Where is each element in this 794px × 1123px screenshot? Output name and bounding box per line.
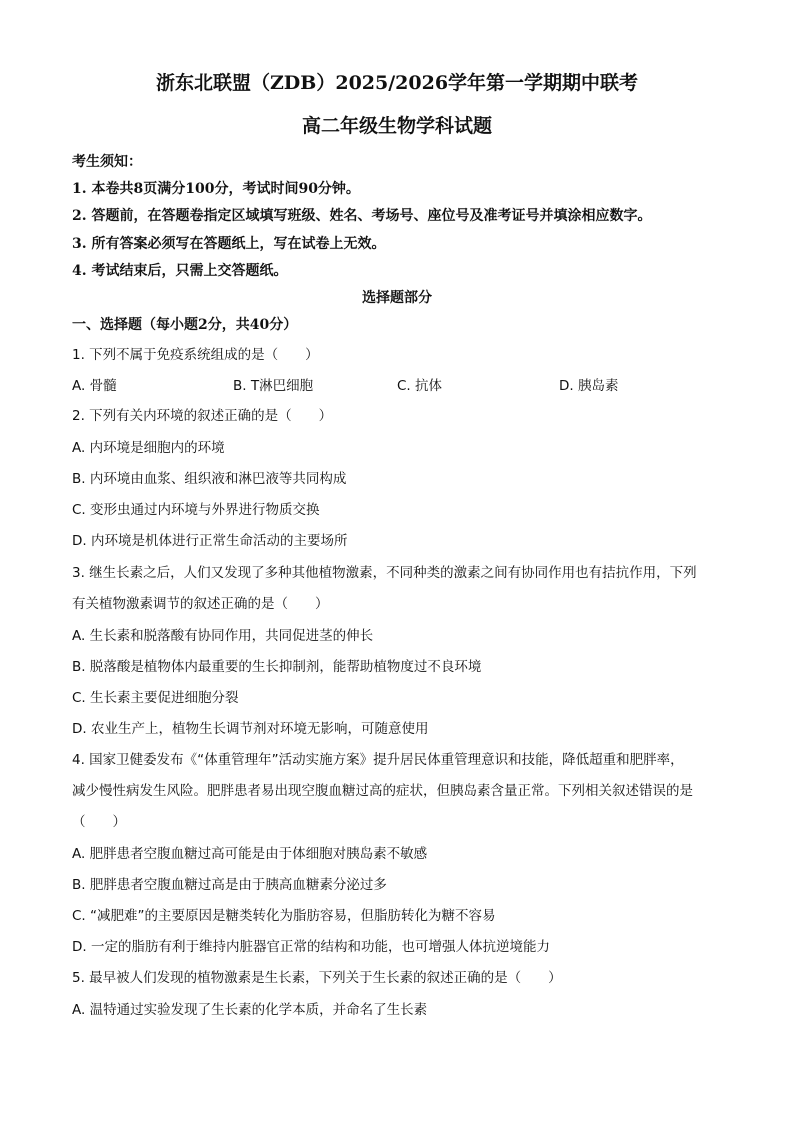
question-4-stem-line-2: 减少慢性病发生风险。肥胖患者易出现空腹血糖过高的症状，但胰岛素含量正常。下列相关叙述错误的是 xyxy=(72,783,693,799)
question-3-option-d: D. 农业生产上，植物生长调节剂对环境无影响，可随意使用 xyxy=(72,721,429,737)
exam-title: 浙东北联盟（ZDB）2025/2026学年第一学期期中联考 xyxy=(155,72,639,94)
question-5-stem: 5. 最早被人们发现的植物激素是生长素，下列关于生长素的叙述正确的是（ ） xyxy=(72,970,562,986)
question-4-stem-line-3: （ ） xyxy=(72,814,126,830)
question-4-stem-line-1: 4. 国家卫健委发布《“体重管理年”活动实施方案》提升居民体重管理意识和技能，降低超重和肥胖率， xyxy=(72,752,684,768)
notice-item-1: 1. 本卷共8页满分100分，考试时间90分钟。 xyxy=(72,181,360,197)
question-2-stem: 2. 下列有关内环境的叙述正确的是（ ） xyxy=(72,408,333,424)
notice-item-3: 3. 所有答案必须写在答题纸上，写在试卷上无效。 xyxy=(72,236,386,252)
question-3-option-c: C. 生长素主要促进细胞分裂 xyxy=(72,690,239,706)
question-1-stem: 1. 下列不属于免疫系统组成的是（ ） xyxy=(72,347,319,363)
question-3-option-b: B. 脱落酸是植物体内最重要的生长抑制剂，能帮助植物度过不良环境 xyxy=(72,659,482,675)
question-2-option-a: A. 内环境是细胞内的环境 xyxy=(72,440,225,456)
question-4-option-d: D. 一定的脂肪有利于维持内脏器官正常的结构和功能，也可增强人体抗逆境能力 xyxy=(72,939,550,955)
question-1-option-b: B. T淋巴细胞 xyxy=(233,378,314,394)
question-5-option-a: A. 温特通过实验发现了生长素的化学本质，并命名了生长素 xyxy=(72,1002,428,1018)
question-1-option-c: C. 抗体 xyxy=(397,378,443,394)
question-4-option-c: C. “减肥难”的主要原因是糖类转化为脂肪容易，但脂肪转化为糖不容易 xyxy=(72,908,496,924)
notice-item-4: 4. 考试结束后，只需上交答题纸。 xyxy=(72,263,288,279)
part-title: 选择题部分 xyxy=(362,290,432,306)
question-4-option-a: A. 肥胖患者空腹血糖过高可能是由于体细胞对胰岛素不敏感 xyxy=(72,846,428,862)
notice-heading: 考生须知： xyxy=(72,154,142,170)
question-2-option-c: C. 变形虫通过内环境与外界进行物质交换 xyxy=(72,502,320,518)
question-4-option-b: B. 肥胖患者空腹血糖过高是由于胰高血糖素分泌过多 xyxy=(72,877,387,893)
section-heading: 一、选择题（每小题2分，共40分） xyxy=(72,317,298,333)
question-3-option-a: A. 生长素和脱落酸有协同作用，共同促进茎的伸长 xyxy=(72,628,374,644)
exam-subtitle: 高二年级生物学科试题 xyxy=(301,115,492,137)
question-2-option-b: B. 内环境由血浆、组织液和淋巴液等共同构成 xyxy=(72,471,347,487)
question-3-stem-line-2: 有关植物激素调节的叙述正确的是（ ） xyxy=(72,596,329,612)
question-3-stem-line-1: 3. 继生长素之后，人们又发现了多种其他植物激素，不同种类的激素之间有协同作用也有拮抗作用，下列 xyxy=(72,565,697,581)
question-1-option-a: A. 骨髓 xyxy=(72,378,117,394)
notice-item-2: 2. 答题前，在答题卷指定区域填写班级、姓名、考场号、座位号及准考证号并填涂相应数字。 xyxy=(72,208,652,224)
question-2-option-d: D. 内环境是机体进行正常生命活动的主要场所 xyxy=(72,533,348,549)
question-1-option-d: D. 胰岛素 xyxy=(559,378,619,394)
